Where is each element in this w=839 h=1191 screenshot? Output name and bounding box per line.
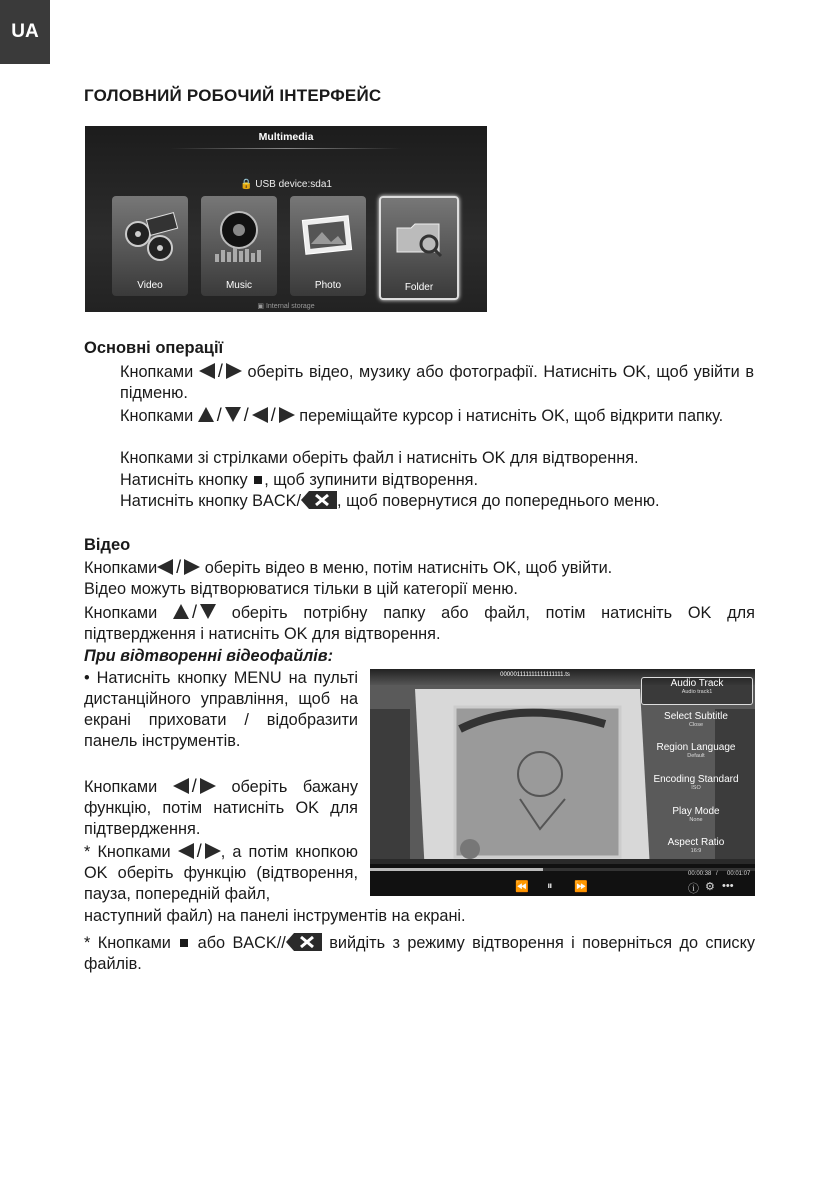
text: * Кнопками xyxy=(84,843,171,861)
up-arrow-icon xyxy=(173,604,189,619)
time-separator: / xyxy=(716,871,718,877)
menu-region-language[interactable] xyxy=(641,742,751,759)
bullet-select-function: Кнопками / оберіть бажану функцію, потім натисніть OK для підтвердження. xyxy=(84,776,358,838)
bullet-menu: • Натисніть кнопку MENU на пульті дистанційного управління, щоб на екрані приховати / відобразити панель інструментів. xyxy=(84,669,358,750)
right-arrow-icon xyxy=(205,843,221,859)
title-divider xyxy=(170,148,402,149)
tile-folder-label: Folder xyxy=(404,282,434,293)
back-x-icon xyxy=(301,491,337,509)
tile-video[interactable] xyxy=(112,196,188,296)
tile-video-label: Video xyxy=(137,280,163,291)
basic-ops-line1: Кнопками / оберіть відео, музику або фотографії. Натисніть OK, щоб увійти в підменю. xyxy=(120,361,754,402)
text: Натисніть кнопку BACK/ xyxy=(120,492,302,510)
menu-select-subtitle[interactable] xyxy=(641,711,751,728)
text: або BACK// xyxy=(197,934,286,952)
bullet-toolbar-cont: наступний файл) на панелі інструментів на екрані. xyxy=(84,907,466,925)
text: оберіть потрібну папку або файл, потім натисніть OK для підтвердження і натисніть OK для відтворення. xyxy=(84,604,755,643)
tile-photo-label: Photo xyxy=(314,280,342,291)
language-tab: UA xyxy=(0,0,50,64)
menu-audio-track[interactable] xyxy=(641,677,753,705)
right-arrow-icon xyxy=(200,778,216,794)
fast-forward-button[interactable]: ⏩ xyxy=(574,881,588,893)
tile-folder[interactable] xyxy=(379,196,459,300)
left-arrow-icon xyxy=(252,407,268,423)
right-arrow-icon xyxy=(226,363,242,379)
usb-icon: 🔒 xyxy=(240,179,253,190)
bullet-toolbar: * Кнопками / , а потім кнопкою OK оберіть функцію (відтворення, пауза, попередній файл, xyxy=(84,841,358,903)
bullet-exit xyxy=(84,933,755,975)
usb-device-text: USB device:sda1 xyxy=(255,179,332,190)
video-line1: Кнопками / оберіть відео в меню, потім натисніть OK, щоб увійти. xyxy=(84,557,613,577)
page-title: ГОЛОВНИЙ РОБОЧИЙ ІНТЕРФЕЙС xyxy=(84,86,382,105)
menu-item-value: 16:9 xyxy=(690,848,702,854)
basic-ops-line4 xyxy=(120,470,478,491)
time-total: 00:01:07 xyxy=(727,871,751,877)
menu-encoding-standard[interactable] xyxy=(641,774,751,791)
basic-ops-line2: Кнопками / / / переміщайте курсор і натисніть OK, щоб відкрити папку. xyxy=(120,405,724,425)
more-options-icon[interactable]: ••• xyxy=(722,880,734,892)
menu-item-title: Play Mode xyxy=(672,806,720,817)
right-arrow-icon xyxy=(184,559,200,575)
menu-item-value: Close xyxy=(688,722,704,728)
basic-ops-heading: Основні операції xyxy=(84,339,224,357)
video-heading: Відео xyxy=(84,536,131,554)
text: , а потім кнопкою OK оберіть функцію (відтворення, пауза, попередній файл, xyxy=(84,843,358,903)
video-player-screenshot xyxy=(370,669,755,896)
text: Кнопками xyxy=(120,363,194,381)
basic-ops-line3: Кнопками зі стрілками оберіть файл і натисніть OK для відтворення. xyxy=(120,449,639,467)
text: Кнопками xyxy=(120,407,194,425)
left-arrow-icon xyxy=(157,559,173,575)
menu-item-value: Audio track1 xyxy=(681,689,713,695)
folder-icon xyxy=(389,206,449,268)
menu-item-value: ISO xyxy=(691,785,701,791)
stop-icon xyxy=(254,476,262,484)
film-reel-icon xyxy=(120,204,180,266)
text: Натисніть кнопку xyxy=(120,471,248,489)
usb-device-label xyxy=(85,179,487,190)
down-arrow-icon xyxy=(200,604,216,619)
video-line2: Відео можуть відтворюватися тільки в цій категорії меню. xyxy=(84,580,518,598)
tile-photo[interactable] xyxy=(290,196,366,296)
menu-item-value: None xyxy=(689,817,703,823)
left-arrow-icon xyxy=(199,363,215,379)
internal-storage-label xyxy=(85,302,487,310)
up-arrow-icon xyxy=(198,407,214,422)
progress-fill xyxy=(370,868,543,871)
down-arrow-icon xyxy=(225,407,241,422)
internal-storage-text: Internal storage xyxy=(265,303,315,310)
text: * Кнопками xyxy=(84,934,171,952)
left-arrow-icon xyxy=(178,843,194,859)
tile-music-label: Music xyxy=(225,280,253,291)
menu-item-title: Encoding Standard xyxy=(653,774,739,785)
text: Кнопками xyxy=(84,559,158,577)
text: , щоб повернутися до попереднього меню. xyxy=(337,492,660,510)
rewind-button[interactable]: ⏪ xyxy=(515,881,529,893)
text: оберіть бажану функцію, потім натисніть OK для підтвердження. xyxy=(84,778,358,838)
playback-subheading: При відтворенні відеофайлів: xyxy=(84,647,334,665)
settings-gear-icon[interactable]: ⚙ xyxy=(705,881,715,893)
right-arrow-icon xyxy=(279,407,295,423)
text: вийдіть з режиму відтворення і поверніться до списку файлів. xyxy=(84,934,756,973)
text: оберіть відео, музику або фотографії. Натисніть OK, щоб увійти в підменю. xyxy=(120,363,754,402)
multimedia-title: Multimedia xyxy=(258,131,314,143)
basic-ops-line5 xyxy=(120,491,660,512)
menu-item-title: Aspect Ratio xyxy=(667,837,725,848)
left-arrow-icon xyxy=(173,778,189,794)
menu-item-title: Audio Track xyxy=(670,678,724,689)
text: Кнопками xyxy=(84,604,158,622)
menu-aspect-ratio[interactable] xyxy=(641,837,751,854)
back-x-icon xyxy=(286,933,322,951)
video-line3: Кнопками / оберіть потрібну папку або файл, потім натисніть OK для підтвердження і натисніть OK для відтворення. xyxy=(84,602,755,643)
info-icon[interactable]: ⓘ xyxy=(688,883,699,895)
text: переміщайте курсор і натисніть OK, щоб відкрити папку. xyxy=(299,407,724,425)
text: , щоб зупинити відтворення. xyxy=(264,471,479,489)
menu-item-title: Region Language xyxy=(656,742,736,753)
time-current: 00:00:38 xyxy=(688,871,712,877)
storage-icon: ▣ xyxy=(257,303,264,310)
stop-icon xyxy=(180,939,188,947)
pause-button[interactable]: ⏸ xyxy=(547,880,553,892)
menu-item-value: Default xyxy=(687,753,705,759)
tile-music[interactable] xyxy=(201,196,277,296)
multimedia-screenshot xyxy=(85,126,487,312)
text: Кнопками xyxy=(84,778,158,796)
file-name: 000001111111111111111.ts xyxy=(500,672,570,678)
photo-icon xyxy=(298,204,358,266)
menu-item-title: Select Subtitle xyxy=(664,711,728,722)
music-disc-icon xyxy=(209,204,269,266)
menu-play-mode[interactable] xyxy=(641,806,751,823)
text: оберіть відео в меню, потім натисніть OK, щоб увійти. xyxy=(204,559,613,577)
